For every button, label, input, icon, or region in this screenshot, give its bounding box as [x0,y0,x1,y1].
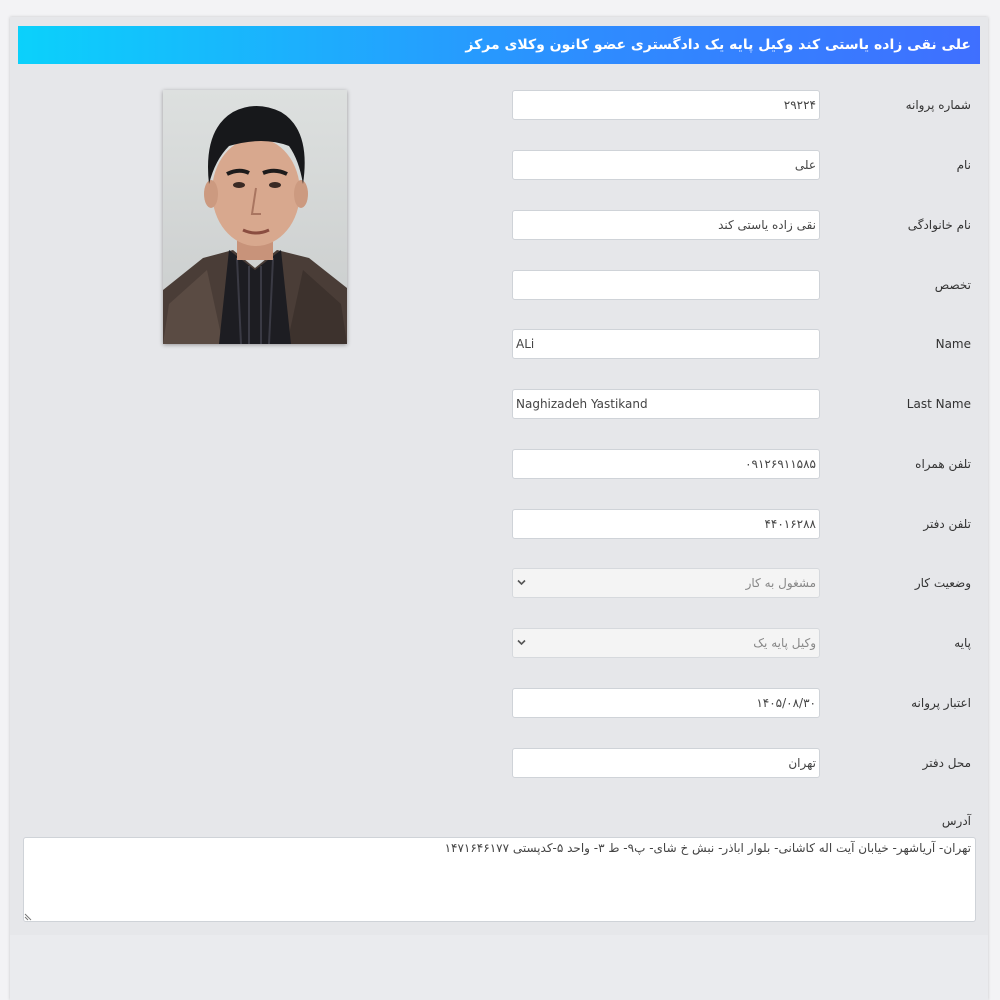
name-en-input[interactable] [512,329,820,359]
field-grade [10,628,988,658]
specialty-input[interactable] [512,270,820,300]
first-name-fa-input[interactable] [512,150,820,180]
field-label: نام [956,158,971,172]
profile-card [10,17,988,1000]
last-name-fa-input[interactable] [512,210,820,240]
field-first-name-fa [10,150,988,180]
field-label: اعتبار پروانه [911,696,971,710]
field-name-en [10,329,988,359]
last-name-en-input[interactable] [512,389,820,419]
field-label: Name [935,337,971,351]
grade-value: وکیل پایه یک [753,636,816,650]
office-phone-input[interactable] [512,509,820,539]
field-office-phone [10,509,988,539]
mobile-phone-input[interactable] [512,449,820,479]
field-mobile-phone [10,449,988,479]
work-status-value: مشغول به کار [745,576,816,590]
field-label: تلفن همراه [915,457,971,471]
field-label: شماره پروانه [905,98,971,112]
field-label: محل دفتر [922,756,971,770]
page-title: علی نقی زاده یاستی کند وکیل پایه یک دادگستری عضو کانون وکلای مرکز [18,26,980,64]
license-validity-input[interactable] [512,688,820,718]
field-specialty [10,270,988,300]
grade-select[interactable] [512,628,820,658]
field-last-name-fa [10,210,988,240]
resize-grip-icon[interactable] [24,911,34,921]
chevron-down-icon [517,579,526,586]
card-footer [10,935,988,1000]
field-label: تلفن دفتر [923,517,971,531]
address-label: آدرس [941,814,971,828]
field-license-number [10,90,988,120]
office-location-input[interactable] [512,748,820,778]
license-number-input[interactable] [512,90,820,120]
address-textarea[interactable] [23,837,976,922]
field-work-status [10,568,988,598]
work-status-select[interactable] [512,568,820,598]
field-label: تخصص [934,278,971,292]
field-license-validity [10,688,988,718]
field-label: Last Name [906,397,971,411]
field-office-location [10,748,988,778]
field-label: نام خانوادگی [907,218,971,232]
field-label: وضعیت کار [914,576,971,590]
field-last-name-en [10,389,988,419]
chevron-down-icon [517,639,526,646]
field-label: پایه [954,636,971,650]
